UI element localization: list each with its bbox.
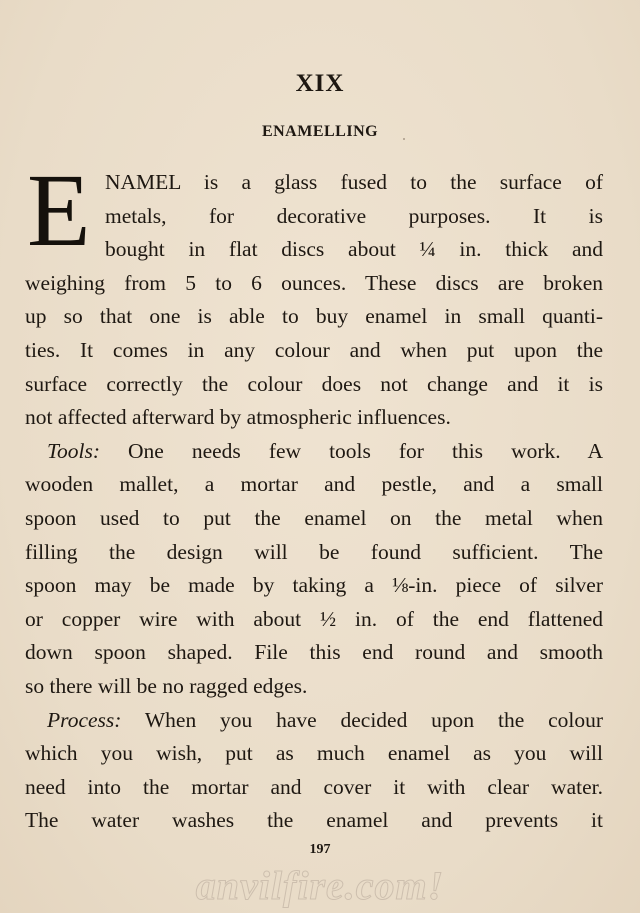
text-line: down spoon shaped. File this end round and smooth xyxy=(25,640,603,665)
text-line: which you wish, put as much enamel as you will xyxy=(25,741,603,766)
section-lead-tools: Tools: xyxy=(47,438,100,463)
text-line: The water washes the enamel and prevents it xyxy=(25,808,603,833)
text-line: bought in flat discs about ¼ in. thick and xyxy=(105,237,603,262)
text-line: filling the design will be found sufficient. The xyxy=(25,539,603,564)
drop-cap: E xyxy=(27,153,91,268)
text-line: not affected afterward by atmospheric influences. xyxy=(25,405,451,430)
text-line xyxy=(25,704,603,738)
text-line: so there will be no ragged edges. xyxy=(25,673,308,698)
text-line: spoon may be made by taking a ⅛-in. piece of silver xyxy=(25,573,603,598)
body-text xyxy=(25,153,603,838)
text-fragment: One needs few tools for this work. A xyxy=(99,438,603,463)
text-line: weighing from 5 to 6 ounces. These discs are broken xyxy=(25,270,603,295)
text-line: ties. It comes in any colour and when put upon the xyxy=(25,337,603,362)
speck xyxy=(403,138,405,140)
chapter-number: XIX xyxy=(295,70,345,97)
text-line: metals, for decorative purposes. It is xyxy=(105,203,603,228)
text-line: surface correctly the colour does not change and it is xyxy=(25,371,603,396)
text-line: wooden mallet, a mortar and pestle, and a small xyxy=(25,472,603,497)
text-fragment: When you have decided upon the colour xyxy=(121,707,603,732)
text-line: need into the mortar and cover it with clear water. xyxy=(25,774,603,799)
text-line: or copper wire with about ½ in. of the end flattened xyxy=(25,606,603,631)
watermark: anvilfire.com! xyxy=(195,863,445,908)
page-number: 197 xyxy=(309,842,331,857)
chapter-title: ENAMELLING xyxy=(261,123,379,140)
section-lead-process: Process: xyxy=(47,707,122,732)
text-line xyxy=(25,435,603,469)
text-line: NAMEL is a glass fused to the surface of xyxy=(105,170,603,194)
text-line: up so that one is able to buy enamel in small quanti- xyxy=(25,304,603,329)
text-line: spoon used to put the enamel on the metal when xyxy=(25,505,603,530)
